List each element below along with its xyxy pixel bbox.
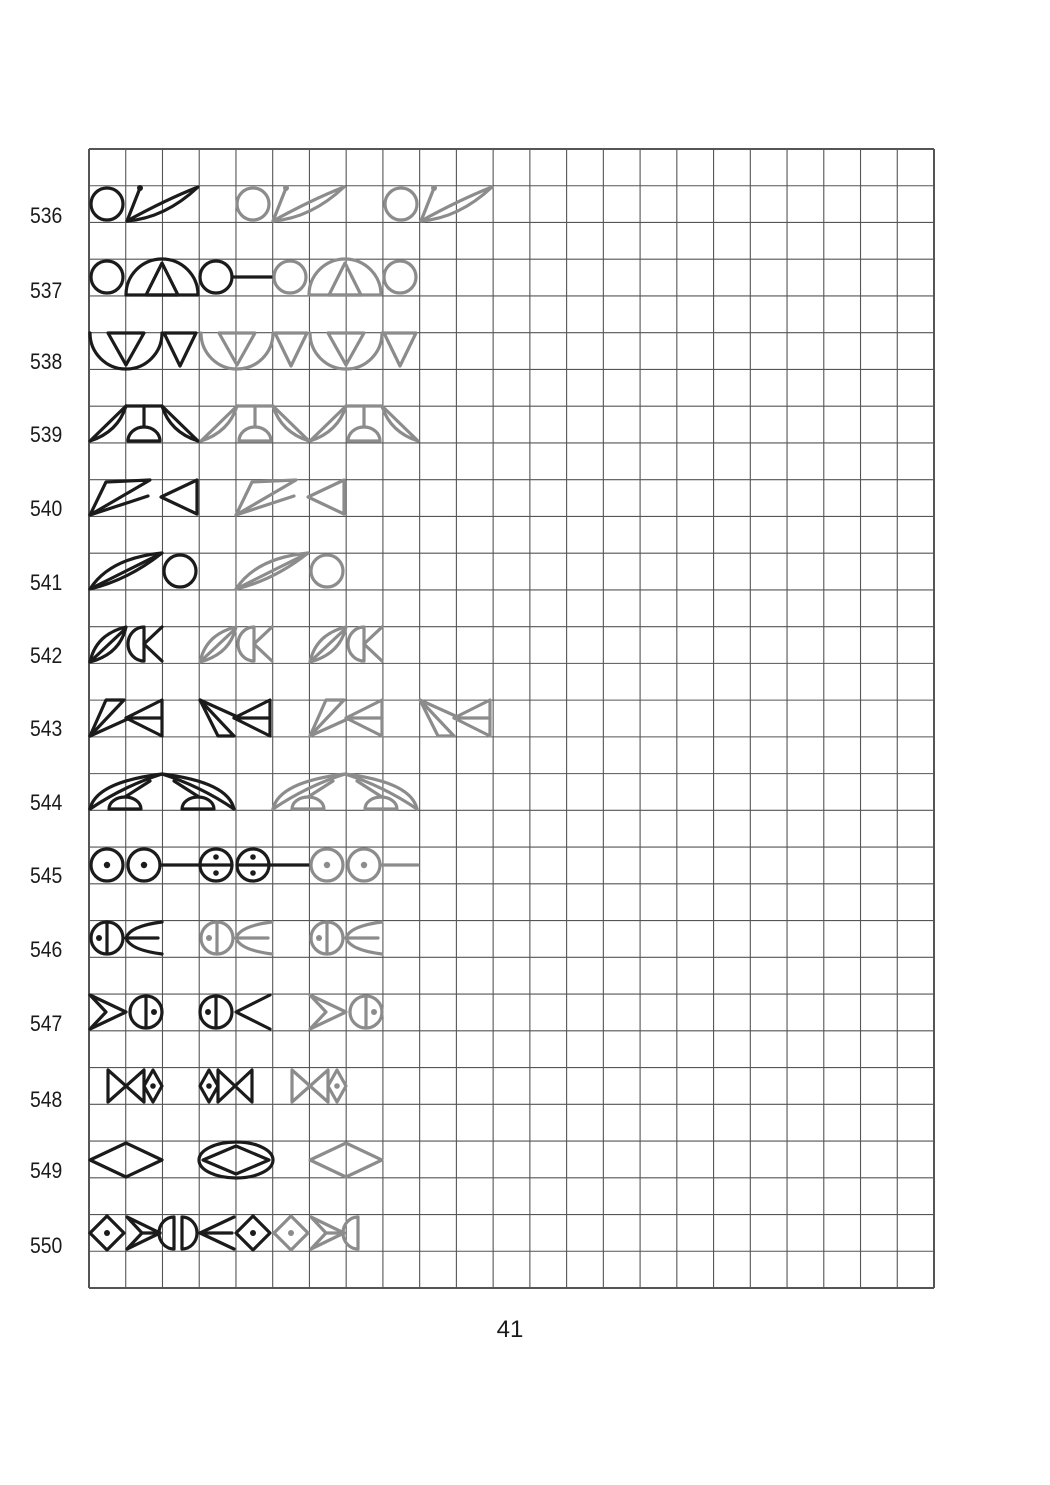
pattern-row-543 [90, 700, 490, 736]
page-number: 41 [496, 1316, 524, 1343]
pattern-row-536 [91, 185, 492, 221]
row-number-548: 548 [30, 1087, 63, 1112]
pattern-circle-leaf-trace-1 [237, 185, 344, 221]
pattern-row-544 [90, 774, 417, 809]
pattern-row-541 [90, 553, 343, 589]
row-number-538: 538 [30, 349, 63, 374]
row-number-547: 547 [30, 1011, 63, 1036]
row-number-536: 536 [30, 203, 63, 228]
pattern-circle-leaf-trace-2 [385, 185, 492, 221]
row-number-542: 542 [30, 643, 63, 668]
row-number-540: 540 [30, 496, 63, 521]
pattern-row-545 [91, 849, 418, 881]
pattern-row-540 [90, 480, 344, 515]
row-number-539: 539 [30, 422, 63, 447]
pattern-row-550 [90, 1216, 358, 1250]
row-number-546: 546 [30, 937, 63, 962]
pattern-row-539 [90, 406, 418, 441]
pattern-row-538 [90, 333, 416, 369]
row-number-544: 544 [30, 790, 63, 815]
row-number-543: 543 [30, 716, 63, 741]
pattern-row-537 [91, 259, 416, 295]
row-number-550: 550 [30, 1233, 63, 1258]
row-number-537: 537 [30, 278, 63, 303]
row-number-549: 549 [30, 1158, 63, 1183]
pattern-circle-leaf-example [91, 185, 198, 221]
row-number-541: 541 [30, 570, 63, 595]
row-number-545: 545 [30, 863, 63, 888]
pattern-row-548 [108, 1070, 346, 1102]
